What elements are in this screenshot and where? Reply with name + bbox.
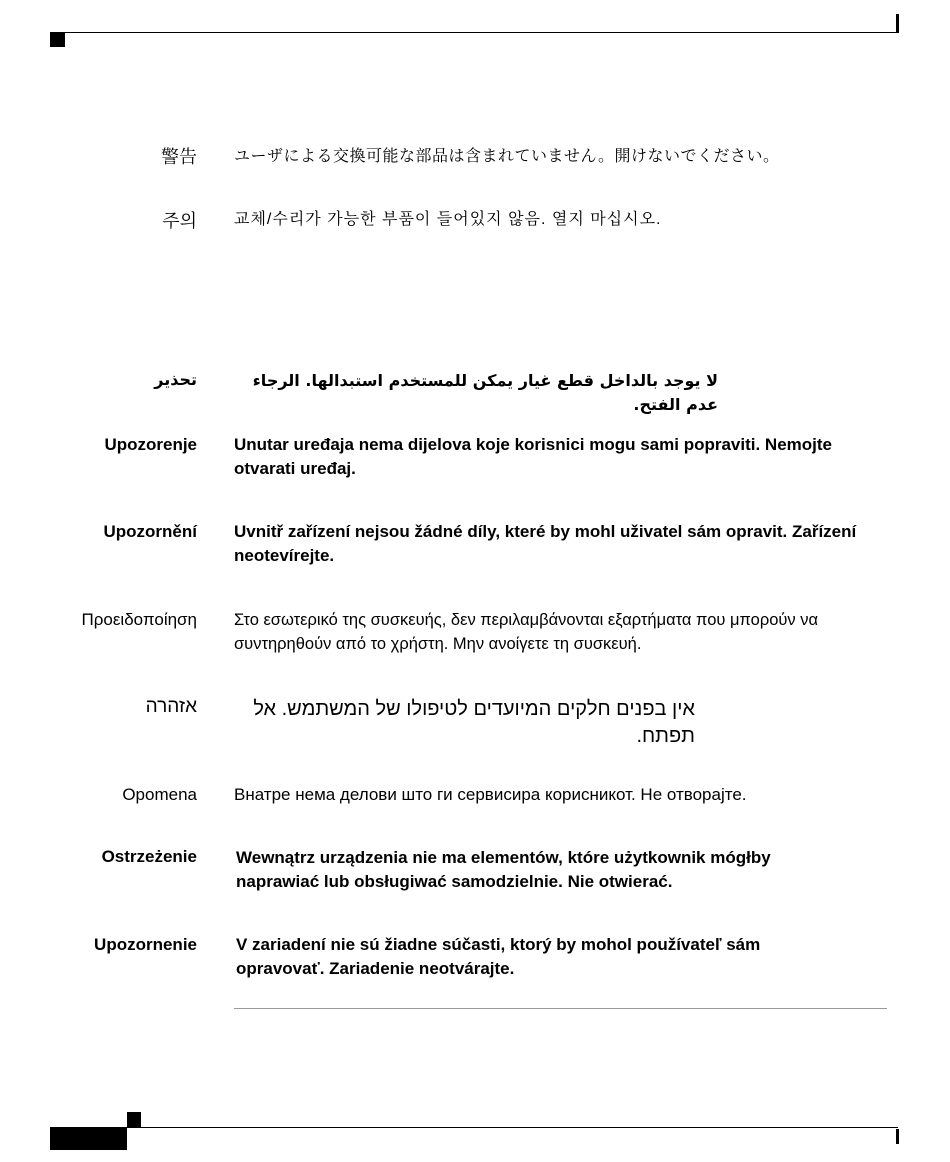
warning-label-pl: Ostrzeżenie (101, 847, 197, 866)
warning-text-mk: Внатре нема делови што ги сервисира корисникот. Не отворајте. (234, 785, 747, 804)
footer-rule (50, 1127, 898, 1128)
warning-text-ar: لا يوجد بالداخل قطع غيار يمكن للمستخدم استبدالها. الرجاء عدم الفتح. (252, 371, 718, 414)
section-end-rule (234, 1008, 887, 1009)
warning-label-sk: Upozornenie (94, 935, 197, 954)
warning-text-sk: V zariadení nie sú žiadne súčasti, ktorý by mohol používateľ sám opravovať. Zariadenie neotvárajte. (236, 935, 761, 978)
warning-label-ko: 주의 (162, 211, 197, 231)
warning-label-cs: Upozornění (103, 522, 197, 541)
warning-text-ko: 교체/수리가 가능한 부품이 들어있지 않음. 열지 마십시오. (234, 211, 662, 228)
warning-text-he: אין בפנים חלקים המיועדים לטיפולו של המשתמש. אל תפתח. (253, 698, 695, 747)
header-right-tick (896, 14, 899, 33)
warning-label-el: Προειδοποίηση (81, 610, 197, 629)
warning-text-hr: Unutar uređaja nema dijelova koje korisnici mogu sami popraviti. Nemojte otvarati uređaj. (234, 435, 832, 478)
footer-corner-mark (127, 1112, 141, 1127)
warning-text-cs: Uvnitř zařízení nejsou žádné díly, které by mohl uživatel sám opravit. Zařízení neotevírejte. (234, 522, 857, 565)
warning-text-ja: ユーザによる交換可能な部品は含まれていません。開けないでください。 (234, 148, 780, 165)
warning-label-ja: 警告 (161, 147, 197, 167)
warning-text-pl: Wewnątrz urządzenia nie ma elementów, które użytkownik mógłby naprawiać lub obsługiwać samodzielnie. Nie otwierać. (236, 848, 771, 891)
warning-label-hr: Upozorenje (104, 435, 197, 454)
warning-label-mk: Opomena (122, 785, 197, 804)
warning-text-el: Στο εσωτερικό της συσκευής, δεν περιλαμβάνονται εξαρτήματα που μπορούν να συντηρηθούν από το χρήστη. Μην ανοίγετε τη συσκευή. (234, 611, 819, 653)
footer-right-tick (896, 1129, 899, 1144)
warning-label-ar: تحذير (154, 370, 197, 389)
footer-page-tab (50, 1128, 127, 1150)
warning-label-he: אזהרה (145, 696, 197, 717)
header-corner-mark (50, 33, 65, 47)
header-rule (50, 32, 898, 33)
